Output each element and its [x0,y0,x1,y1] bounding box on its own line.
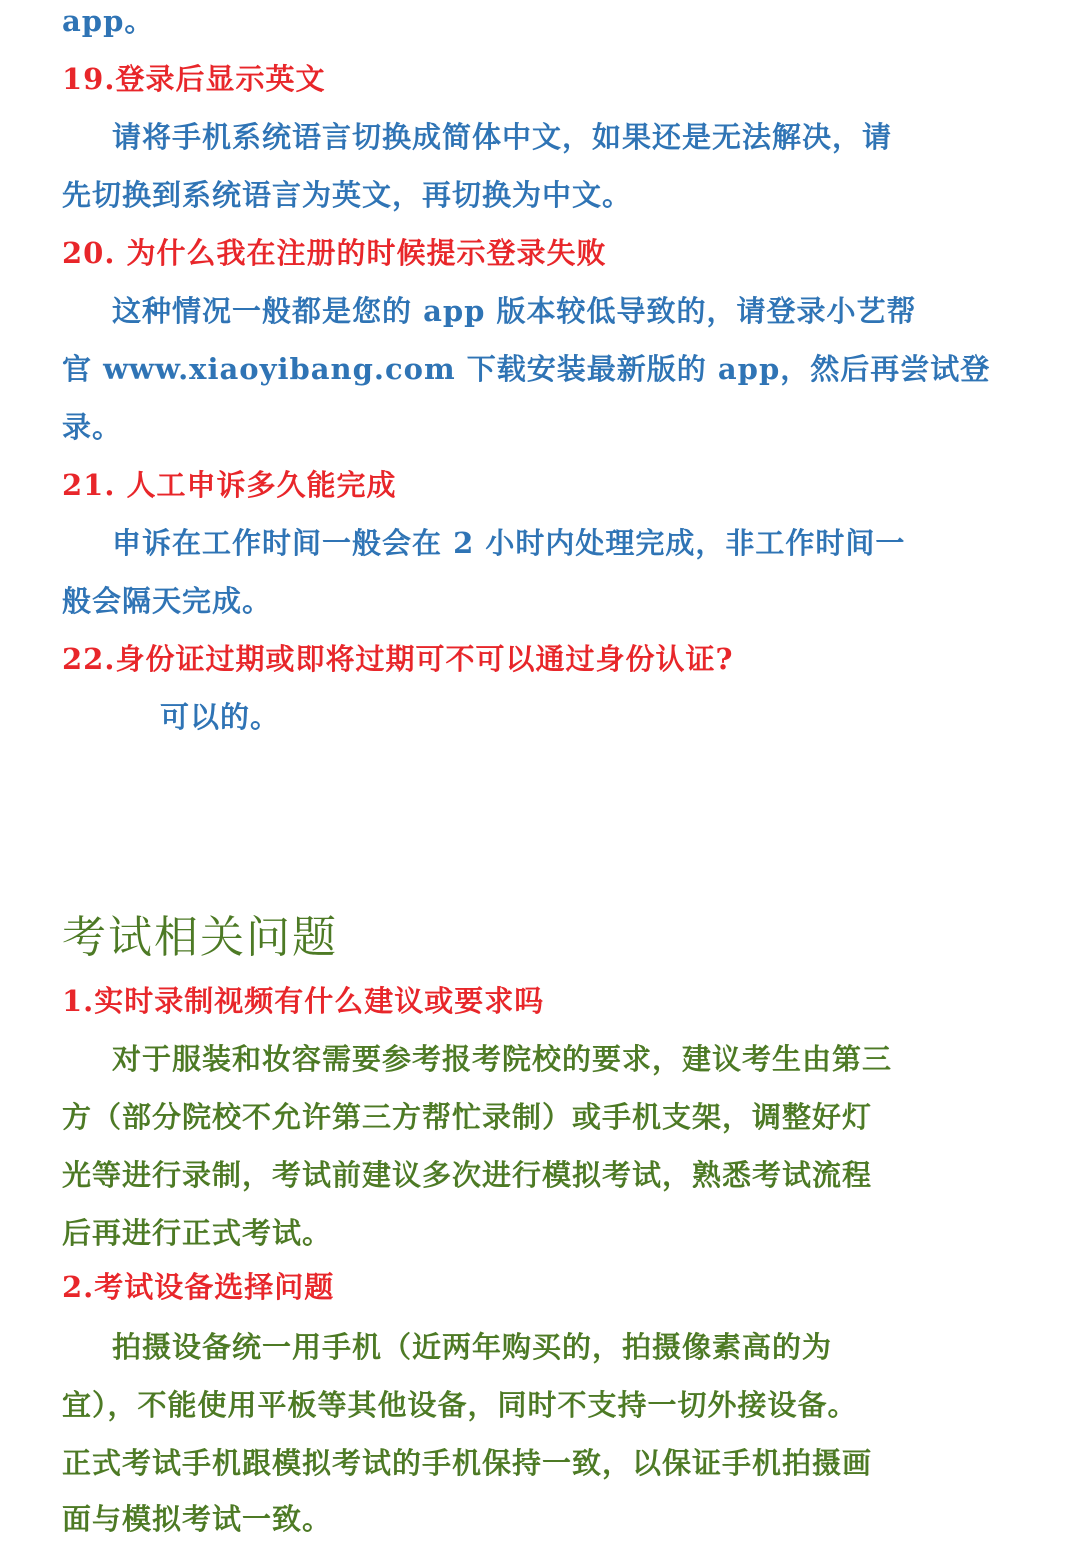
answer-line: 对于服装和妆容需要参考报考院校的要求，建议考生由第三 [112,1042,893,1076]
answer-line: 面与模拟考试一致。 [62,1502,333,1536]
answer-line: 正式考试手机跟模拟考试的手机保持一致，以保证手机拍摄画 [62,1446,873,1480]
answer-line: 后再进行正式考试。 [62,1216,333,1250]
question-heading: 19.登录后显示英文 [62,62,326,96]
question-heading: 21. 人工申诉多久能完成 [62,468,397,502]
answer-line: 可以的。 [160,700,281,734]
question-heading: 22.身份证过期或即将过期可不可以通过身份认证? [62,642,734,676]
answer-line: 般会隔天完成。 [62,584,273,618]
answer-line: 录。 [62,410,123,444]
answer-line: 官 www.xiaoyibang.com 下载安装最新版的 app，然后再尝试登 [62,352,991,386]
question-heading: 2.考试设备选择问题 [62,1270,335,1304]
answer-line: 先切换到系统语言为英文，再切换为中文。 [62,178,633,212]
answer-line: 申诉在工作时间一般会在 2 小时内处理完成，非工作时间一 [112,526,906,560]
answer-line: 光等进行录制，考试前建议多次进行模拟考试，熟悉考试流程 [62,1158,873,1192]
answer-line: 这种情况一般都是您的 app 版本较低导致的，请登录小艺帮 [112,294,917,328]
answer-line: 方（部分院校不允许第三方帮忙录制）或手机支架，调整好灯 [62,1100,873,1134]
answer-line: 请将手机系统语言切换成简体中文，如果还是无法解决，请 [112,120,893,154]
question-heading: 1.实时录制视频有什么建议或要求吗 [62,984,545,1018]
question-heading: 20. 为什么我在注册的时候提示登录失败 [62,236,607,270]
answer-line: app。 [62,4,155,38]
answer-line: 拍摄设备统一用手机（近两年购买的，拍摄像素高的为 [112,1330,833,1364]
section-title: 考试相关问题 [62,912,338,963]
answer-line: 宜），不能使用平板等其他设备，同时不支持一切外接设备。 [62,1388,858,1422]
